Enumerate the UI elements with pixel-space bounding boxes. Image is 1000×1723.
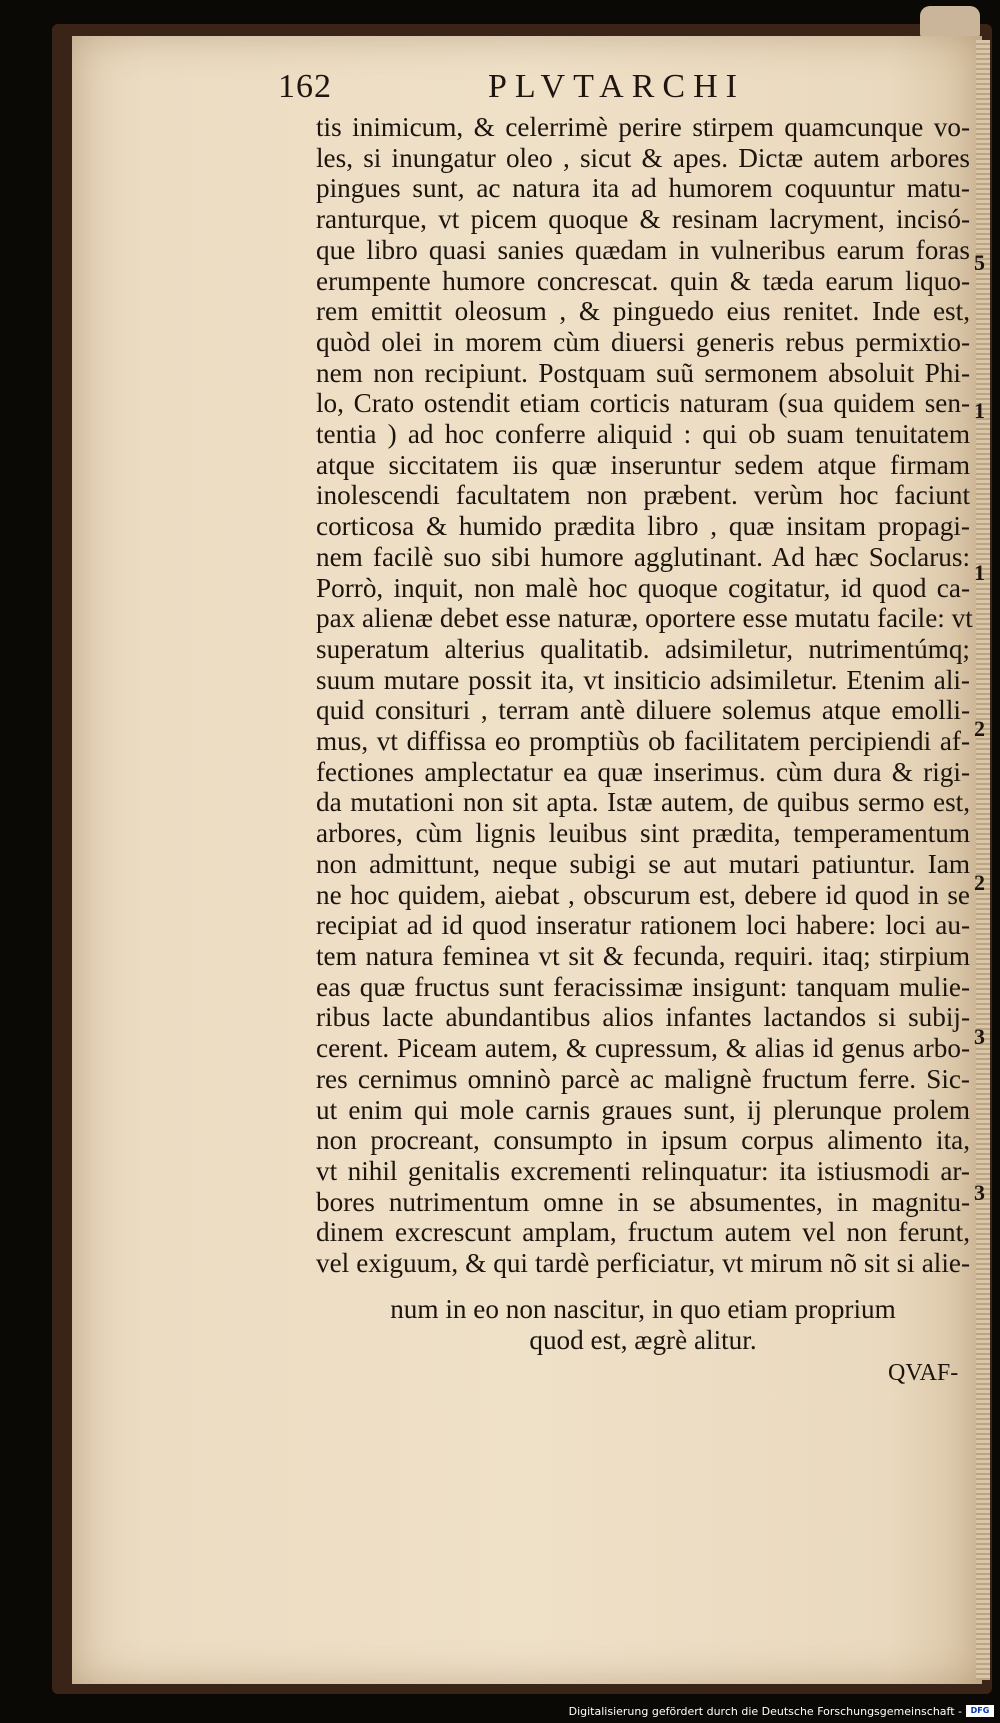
text-line: lo, Crato ostendit etiam corticis naturam (sua quidem sen-	[316, 388, 970, 419]
margin-mark: 2	[974, 716, 985, 741]
text-line: da mutationi non sit apta. Istæ autem, de quibus sermo est,	[316, 787, 970, 818]
digitization-footer	[569, 1703, 994, 1719]
dfg-logo: DFG	[966, 1705, 994, 1717]
footer-credit: Digitalisierung gefördert durch die Deutsche Forschungsgemeinschaft -	[568, 1704, 962, 1718]
text-line: bores nutrimentum omne in se absumentes, in magnitu-	[316, 1186, 970, 1217]
page-tab	[920, 6, 980, 38]
text-line: inolescendi facultatem non præbent. verùm hoc faciunt	[316, 480, 970, 511]
text-line: ut enim qui mole carnis graues sunt, ij plerunque prolem	[316, 1094, 970, 1125]
closing-lines	[316, 1294, 970, 1355]
text-line: arbores, cùm lignis leuibus sint prædita, temperamentum	[316, 818, 970, 849]
text-line: tentia ) ad hoc conferre aliquid : qui ob suam tenuitatem	[316, 419, 970, 450]
margin-mark: 3	[974, 1024, 985, 1049]
catchword: QVAF-	[888, 1360, 959, 1386]
text-line: les, si inungatur oleo , sicut & apes. Dictæ autem arbores	[316, 142, 970, 173]
text-line: dinem excrescunt amplam, fructum autem vel non ferunt,	[316, 1217, 970, 1248]
text-line: quòd olei in morem cùm diuersi generis rebus permixtio-	[316, 326, 970, 357]
page-header	[278, 68, 868, 114]
text-line: Porrò, inquit, non malè hoc quoque cogitatur, id quod ca-	[316, 572, 970, 603]
text-line: tis inimicum, & celerrimè perire stirpem quamcunque vo-	[316, 112, 970, 142]
text-line: tem natura feminea vt sit & fecunda, requiri. itaq; stirpium	[316, 940, 970, 971]
page-edges	[976, 40, 990, 1680]
text-line: pingues sunt, ac natura ita ad humorem coquuntur matu-	[316, 173, 970, 204]
text-line: ribus lacte abundantibus alios infantes lactandos si subij-	[316, 1002, 970, 1033]
text-line: mus, vt diffissa eo promptiùs ob facilitatem percipiendi af-	[316, 726, 970, 757]
margin-mark: 1	[974, 398, 985, 423]
text-line: atque siccitatem iis quæ inseruntur sedem atque firmam	[316, 449, 970, 480]
text-line: res cernimus omninò parcè ac malignè fructum ferre. Sic-	[316, 1063, 970, 1094]
page-number: 162	[278, 68, 332, 105]
text-line: ne hoc quidem, aiebat , obscurum est, debere id quod in se	[316, 879, 970, 910]
text-line: corticosa & humido prædita libro , quæ insitam propagi-	[316, 511, 970, 542]
text-line: non procreant, consumpto in ipsum corpus alimento ita,	[316, 1125, 970, 1156]
closing-line: quod est, ægrè alitur.	[529, 1324, 757, 1355]
text-line: eas quæ fructus sunt feracissimæ insigunt: tanquam mulie-	[316, 971, 970, 1002]
text-line: ranturque, vt picem quoque & resinam lacryment, incisó-	[316, 204, 970, 235]
text-line: nem non recipiunt. Postquam suũ sermonem absoluit Phi-	[316, 357, 970, 388]
margin-mark: 5	[974, 250, 985, 275]
running-head: PLVTARCHI	[488, 68, 745, 105]
text-line: superatum alterius qualitatib. adsimiletur, nutrimentúmq;	[316, 633, 970, 664]
text-line: erumpente humore concrescat. quin & tæda earum liquo-	[316, 265, 970, 296]
body-text	[316, 112, 973, 1279]
text-line: vel exiguum, & qui tardè perficiatur, vt mirum nõ sit si alie-	[316, 1248, 970, 1279]
closing-line: num in eo non nascitur, in quo etiam proprium	[390, 1294, 896, 1324]
text-line: fectiones amplectatur ea quæ inserimus. cùm dura & rigi-	[316, 756, 970, 787]
text-line: quid consituri , terram antè diluere solemus atque emolli-	[316, 695, 970, 726]
text-line: suum mutare possit ita, vt insiticio adsimiletur. Etenim ali-	[316, 664, 970, 695]
margin-mark: 3	[974, 1180, 985, 1205]
text-line: pax alienæ debet esse naturæ, oportere esse mutatu facile: vt	[316, 603, 973, 634]
text-line: nem facilè suo sibi humore agglutinant. Ad hæc Soclarus:	[316, 541, 970, 572]
text-line: rem emittit oleosum , & pinguedo eius renitet. Inde est,	[316, 296, 970, 327]
margin-mark: 2	[974, 870, 985, 895]
text-line: recipiat ad id quod inseratur rationem loci habere: loci au-	[316, 910, 970, 941]
text-line: non admittunt, neque subigi se aut mutari patiuntur. Iam	[316, 848, 970, 879]
text-line: vt nihil genitalis excrementi relinquatur: ita istiusmodi ar-	[316, 1155, 970, 1186]
text-line: que libro quasi sanies quædam in vulneribus earum foras	[316, 234, 970, 265]
margin-mark: 1	[974, 560, 985, 585]
text-line: cerent. Piceam autem, & cupressum, & alias id genus arbo-	[316, 1033, 970, 1064]
